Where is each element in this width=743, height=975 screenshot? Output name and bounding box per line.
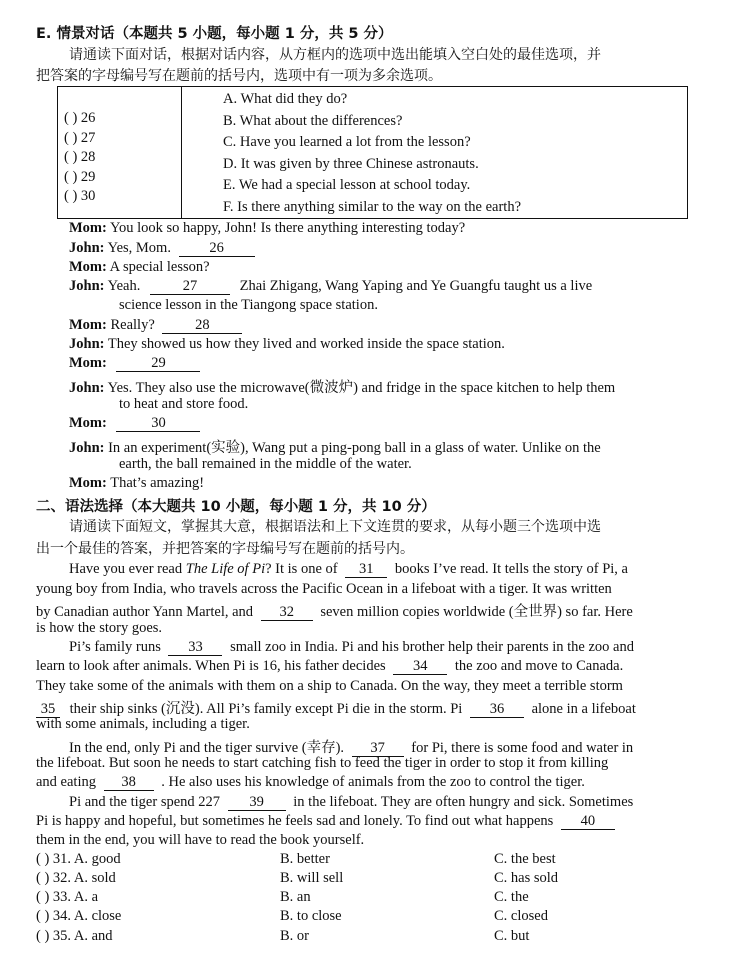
dialogue-text: They showed us how they lived and worked inside the space station.: [107, 336, 505, 352]
blank-31: 31: [345, 562, 387, 578]
passage-text: In the end, only Pi and the tiger survive (幸存).: [69, 740, 345, 756]
option-d: D. It was given by three Chinese astronauts.: [223, 155, 479, 172]
dialogue-text: You look so happy, John! Is there anything interesting today?: [109, 220, 466, 236]
passage-text: for Pi, there is some food and water in: [411, 740, 634, 756]
passage-line: the lifeboat. But soon he needs to start catching fish to feed the tiger in order to stop it from killing: [36, 755, 609, 771]
passage-line: them in the end, you will have to read the book yourself.: [36, 832, 365, 848]
answer-blank-29[interactable]: ( ) 29: [64, 168, 96, 185]
passage-line: is how the story goes.: [36, 620, 163, 636]
passage-text: Pi and the tiger spend 227: [69, 794, 221, 810]
choice-35-c[interactable]: C. but: [494, 928, 530, 944]
dialogue-line-10: [69, 436, 601, 457]
passage-text: books I’ve read. It tells the story of Pi, a: [394, 561, 628, 577]
dialogue-line-11: [69, 475, 204, 492]
passage-text: . He also uses his knowledge of animals from the zoo to control the tiger.: [161, 774, 585, 790]
answer-blank-27[interactable]: ( ) 27: [64, 129, 96, 146]
passage-line: [69, 639, 634, 656]
dialogue-line-1: [69, 220, 465, 237]
section-ii-heading: 二、语法选择（本大题共 10 小题，每小题 1 分，共 10 分）: [36, 499, 436, 515]
passage-line: [69, 794, 633, 811]
blank-32: 32: [261, 605, 313, 621]
passage-line: [69, 561, 628, 578]
blank-35: 35: [36, 702, 60, 718]
passage-line: with some animals, including a tiger.: [36, 716, 250, 732]
option-a: A. What did they do?: [223, 91, 348, 107]
choice-33-a[interactable]: ( ) 33. A. a: [36, 889, 99, 905]
passage-line: [69, 736, 633, 757]
passage-text: by Canadian author Yann Martel, and: [36, 604, 254, 620]
dialogue-line-5: [69, 317, 242, 334]
answer-blank-26[interactable]: ( ) 26: [64, 110, 96, 126]
blank-36: 36: [470, 702, 524, 718]
options-box-divider: [181, 87, 182, 218]
dialogue-line-4: [69, 278, 592, 295]
choice-34-a[interactable]: ( ) 34. A. close: [36, 908, 122, 924]
blank-40: 40: [561, 814, 615, 830]
blank-27: 27: [150, 279, 230, 295]
dialogue-text: Yes. They also use the microwave(微波炉) and fridge in the space kitchen to help them: [107, 380, 616, 396]
passage-line: [36, 813, 615, 830]
section-e-instruction-2: 把答案的字母编号写在题前的括号内，选项中有一项为多余选项。: [36, 68, 442, 84]
dialogue-text: That’s amazing!: [110, 475, 205, 491]
blank-30: 30: [116, 416, 200, 432]
passage-text: seven million copies worldwide (全世界) so far. Here: [320, 604, 633, 620]
dialogue-line-7: [69, 355, 200, 372]
dialogue-line-8-cont: to heat and store food.: [119, 396, 249, 412]
passage-line: [36, 600, 633, 621]
choice-32-c[interactable]: C. has sold: [494, 870, 559, 886]
choice-35-b[interactable]: B. or: [280, 928, 309, 944]
choice-31-b[interactable]: B. better: [280, 851, 330, 867]
answer-blank-list: [64, 109, 95, 207]
blank-34: 34: [393, 659, 447, 675]
dialogue-line-2: [69, 240, 255, 257]
dialogue-line-10-cont: earth, the ball remained in the middle of the water.: [119, 456, 412, 472]
speaker: John:: [69, 278, 105, 294]
option-list: [223, 89, 521, 219]
choice-34-c[interactable]: C. closed: [494, 908, 548, 924]
speaker: John:: [69, 440, 105, 456]
dialogue-text: Yeah.: [107, 278, 141, 294]
dialogue-text: Yes, Mom.: [107, 240, 171, 256]
choice-33-c[interactable]: C. the: [494, 889, 529, 905]
dialogue-text: Really?: [110, 317, 155, 333]
passage-text: and eating: [36, 774, 96, 790]
section-e-instruction-1: 请通读下面对话，根据对话内容，从方框内的选项中选出能填入空白处的最佳选项，并: [69, 47, 601, 63]
speaker: Mom:: [69, 415, 107, 431]
option-e: E. We had a special lesson at school today.: [223, 177, 471, 194]
dialogue-line-4-cont: science lesson in the Tiangong space station.: [119, 297, 378, 313]
passage-text: learn to look after animals. When Pi is 16, his father decides: [36, 658, 386, 674]
speaker: Mom:: [69, 475, 107, 491]
speaker: John:: [69, 240, 105, 256]
dialogue-line-8: [69, 376, 615, 397]
dialogue-line-9: [69, 415, 200, 432]
passage-line: [36, 774, 585, 791]
speaker: Mom:: [69, 220, 107, 236]
dialogue-text: Zhai Zhigang, Wang Yaping and Ye Guangfu taught us a live: [239, 278, 593, 294]
passage-text: alone in a lifeboat: [531, 701, 636, 717]
passage-line: They take some of the animals with them on a ship to Canada. On the way, they meet a terrible storm: [36, 678, 623, 694]
passage-text: Pi’s family runs: [69, 639, 161, 655]
option-b: B. What about the differences?: [223, 112, 403, 129]
choice-35-a[interactable]: ( ) 35. A. and: [36, 928, 113, 944]
blank-37: 37: [352, 741, 404, 757]
blank-39: 39: [228, 795, 286, 811]
choice-31-a[interactable]: ( ) 31. A. good: [36, 851, 121, 867]
speaker: John:: [69, 380, 105, 396]
answer-blank-28[interactable]: ( ) 28: [64, 149, 96, 165]
choice-32-b[interactable]: B. will sell: [280, 870, 344, 886]
choice-33-b[interactable]: B. an: [280, 889, 311, 905]
blank-26: 26: [179, 241, 255, 257]
passage-text: small zoo in India. Pi and his brother help their parents in the zoo and: [230, 639, 634, 655]
speaker: John:: [69, 336, 105, 352]
speaker: Mom:: [69, 317, 107, 333]
section-e-heading: E. 情景对话（本题共 5 小题，每小题 1 分，共 5 分）: [36, 26, 393, 42]
dialogue-text: In an experiment(实验), Wang put a ping-pong ball in a glass of water. Unlike on the: [108, 440, 601, 456]
choice-31-c[interactable]: C. the best: [494, 851, 556, 867]
book-title: The Life of Pi: [185, 561, 266, 577]
dialogue-text: A special lesson?: [109, 259, 210, 275]
choice-34-b[interactable]: B. to close: [280, 908, 342, 924]
answer-blank-30[interactable]: ( ) 30: [64, 188, 96, 204]
dialogue-line-3: [69, 259, 210, 276]
speaker: Mom:: [69, 259, 107, 275]
options-box: [57, 86, 688, 219]
option-c: C. Have you learned a lot from the lesson?: [223, 134, 471, 151]
passage-text: Pi is happy and hopeful, but sometimes he feels sad and lonely. To find out what happens: [36, 813, 554, 829]
passage-line: [36, 697, 636, 718]
passage-line: [36, 658, 623, 675]
blank-29: 29: [116, 356, 200, 372]
passage-text: their ship sinks (沉没). All Pi’s family except Pi die in the storm. Pi: [69, 701, 463, 717]
dialogue-line-6: [69, 336, 505, 353]
option-f: F. Is there anything similar to the way on the earth?: [223, 198, 522, 215]
passage-line: young boy from India, who travels across the Pacific Ocean in a lifeboat with a tiger. It was written: [36, 581, 612, 597]
blank-38: 38: [104, 775, 154, 791]
section-ii-instruction-1: 请通读下面短文，掌握其大意，根据语法和上下文连贯的要求，从每小题三个选项中选: [69, 519, 601, 535]
passage-text: the zoo and move to Canada.: [454, 658, 624, 674]
passage-text: Have you ever read: [69, 561, 186, 577]
passage-text: ? It is one of: [265, 561, 338, 577]
blank-28: 28: [162, 318, 242, 334]
passage-text: in the lifeboat. They are often hungry and sick. Sometimes: [293, 794, 634, 810]
section-ii-instruction-2: 出一个最佳的答案，并把答案的字母编号写在题前的括号内。: [36, 541, 414, 557]
choice-32-a[interactable]: ( ) 32. A. sold: [36, 870, 116, 886]
speaker: Mom:: [69, 355, 107, 371]
blank-33: 33: [168, 640, 222, 656]
